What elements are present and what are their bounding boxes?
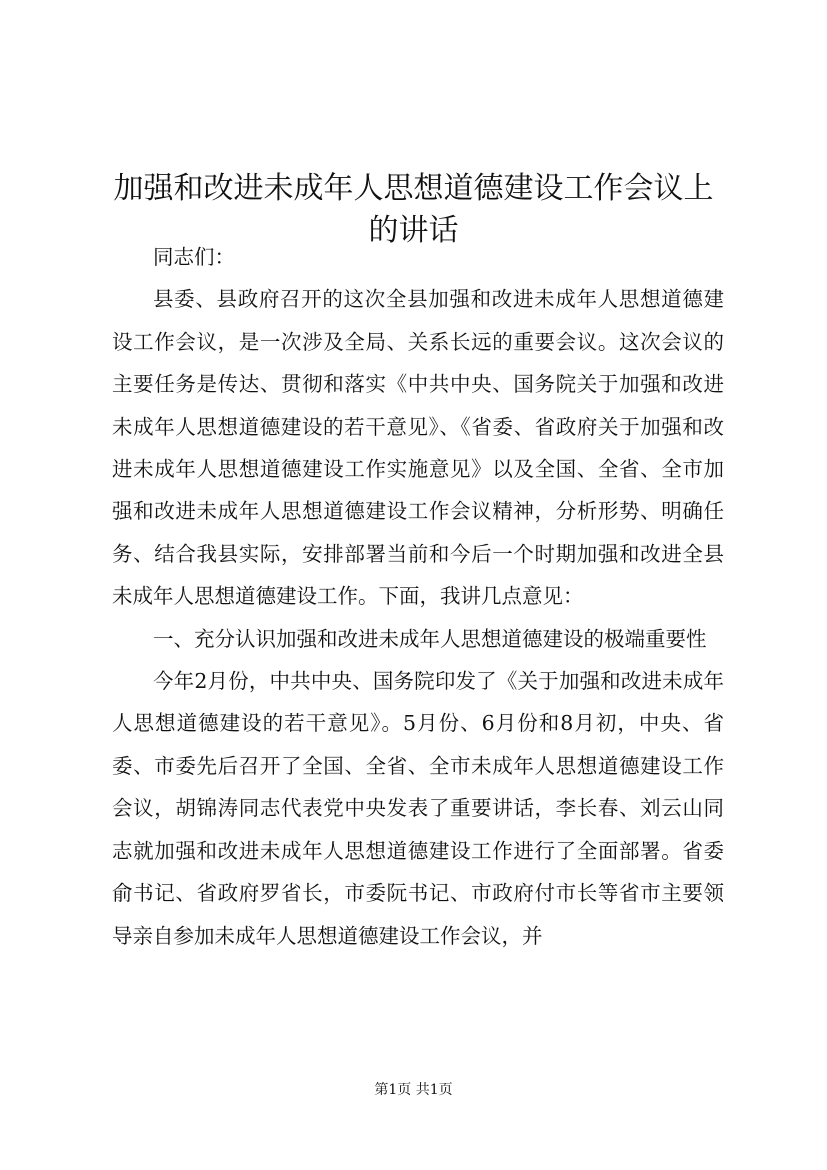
page-footer: 第1页 共1页 <box>374 1082 453 1098</box>
intro-paragraph: 县委、县政府召开的这次全县加强和改进未成年人思想道德建设工作会议，是一次涉及全局、关系长远的重要会议。这次会议的主要任务是传达、贯彻和落实《中共中央、国务院关于加强和改进未成年人思想道德建设的若干意见》、《省委、省政府关于加强和改进未成年人思想道德建设工作实施意见》以及全国、全省、全市加强和改进未成年人思想道德建设工作会议精神，分析形势、明确任务、结合我县实际，安排部署当前和今后一个时期加强和改进全县未成年人思想道德建设工作。下面，我讲几点意见： <box>112 287 724 609</box>
body-paragraph: 今年2月份，中共中央、国务院印发了《关于加强和改进未成年人思想道德建设的若干意见》。5月份、6月份和8月初，中央、省委、市委先后召开了全国、全省、全市未成年人思想道德建设工作会议，胡锦涛同志代表党中央发表了重要讲话，李长春、刘云山同志就加强和改进未成年人思想道德建设工作进行了全面部署。省委俞书记、省政府罗省长，市委阮书记、市政府付市长等省市主要领导亲自参加未成年人思想道德建设工作会议，并 <box>112 669 724 948</box>
document-title: 加强和改进未成年人思想道德建设工作会议上的讲话 <box>113 171 714 249</box>
salutation-paragraph: 同志们： <box>153 245 235 269</box>
section-heading: 一、充分认识加强和改进未成年人思想道德建设的极端重要性 <box>153 626 707 651</box>
document-body <box>112 236 724 957</box>
